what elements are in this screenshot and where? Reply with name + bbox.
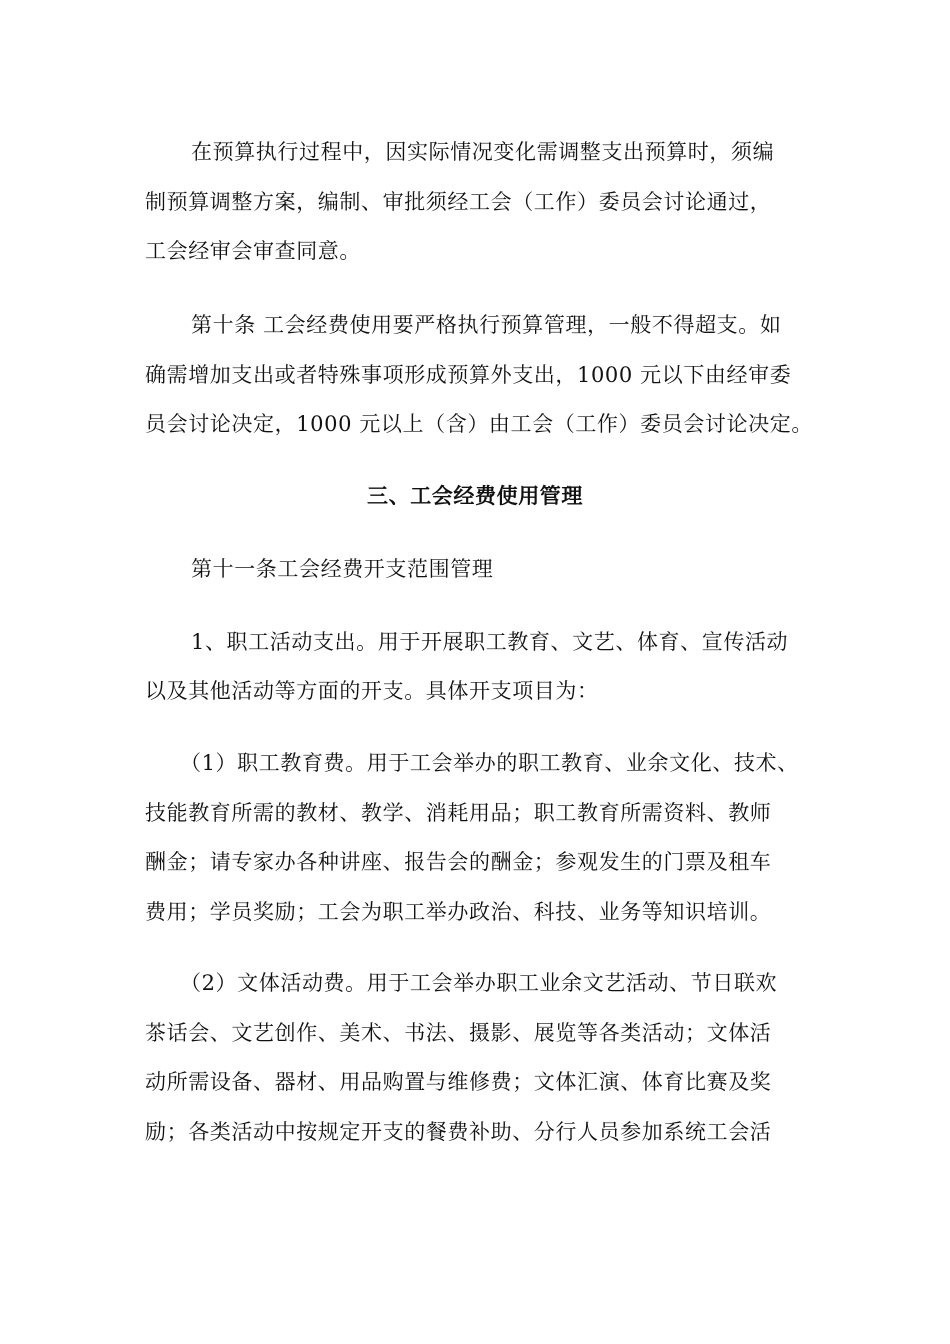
article-10-line-1: 第十条 工会经费使用要严格执行预算管理，一般不得超支。如 [191, 313, 782, 337]
item-1-2-line-4: 励；各类活动中按规定开支的餐费补助、分行人员参加系统工会活 [145, 1120, 772, 1144]
article-10-line-3: 员会讨论决定，1000 元以上（含）由工会（工作）委员会讨论决定。 [145, 412, 813, 436]
item-1-1-line-3: 酬金；请专家办各种讲座、报告会的酬金；参观发生的门票及租车 [145, 850, 772, 874]
item-1-line-1: 1、职工活动支出。用于开展职工教育、文艺、体育、宣传活动 [191, 630, 789, 654]
article-10-line-2: 确需增加支出或者特殊事项形成预算外支出，1000 元以下由经审委 [145, 363, 792, 387]
paragraph-budget-adjust-line-1: 在预算执行过程中，因实际情况变化需调整支出预算时，须编 [191, 140, 775, 164]
item-1-1-line-4: 费用；学员奖励；工会为职工举办政治、科技、业务等知识培训。 [145, 900, 772, 924]
section-heading: 三、工会经费使用管理 [367, 483, 583, 508]
item-1-2-line-2: 茶话会、文艺创作、美术、书法、摄影、展览等各类活动；文体活 [145, 1021, 772, 1045]
paragraph-budget-adjust-line-2: 制预算调整方案，编制、审批须经工会（工作）委员会讨论通过， [145, 190, 772, 214]
paragraph-budget-adjust-line-3: 工会经审会审查同意。 [145, 239, 361, 263]
item-1-line-2: 以及其他活动等方面的开支。具体开支项目为： [145, 679, 599, 703]
article-11-title: 第十一条工会经费开支范围管理 [191, 557, 494, 581]
item-1-2-line-3: 动所需设备、器材、用品购置与维修费；文体汇演、体育比赛及奖 [145, 1070, 772, 1094]
item-1-1-line-1: （1）职工教育费。用于工会举办的职工教育、业余文化、技术、 [180, 751, 799, 775]
item-1-1-line-2: 技能教育所需的教材、教学、消耗用品；职工教育所需资料、教师 [145, 801, 772, 825]
item-1-2-line-1: （2）文体活动费。用于工会举办职工业余文艺活动、节日联欢 [180, 971, 778, 995]
